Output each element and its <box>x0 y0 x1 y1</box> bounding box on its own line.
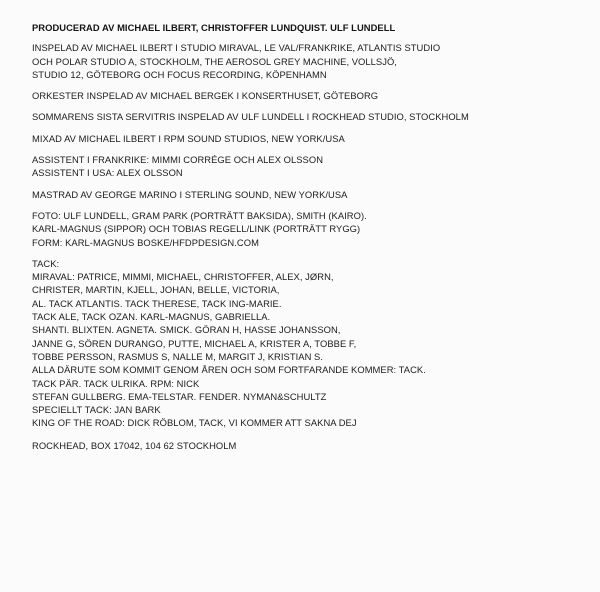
text-line: KING OF THE ROAD: DICK RÖBLOM, TACK, VI KOMMER ATT SAKNA DEJ <box>32 417 357 429</box>
text-line: TACK PÄR. TACK ULRIKA. RPM: NICK <box>32 377 200 389</box>
track-recording-credit <box>32 110 580 123</box>
text-line: KARL-MAGNUS (SIPPOR) OCH TOBIAS REGELL/LINK (PORTRÄTT RYGG) <box>32 223 361 235</box>
text-line: MASTRAD AV GEORGE MARINO I STERLING SOUND, NEW YORK/USA <box>32 188 348 200</box>
text-line: TOBBE PERSSON, RASMUS S, NALLE M, MARGIT J, KRISTIAN S. <box>32 350 324 362</box>
mixing-credit <box>32 132 580 145</box>
text-line: FOTO: ULF LUNDELL, GRAM PARK (PORTRÄTT BAKSIDA), SMITH (KAIRO). <box>32 209 367 221</box>
orchestra-credit <box>32 89 580 102</box>
text-line: CHRISTER, MARTIN, KJELL, JOHAN, BELLE, VICTORIA, <box>32 284 280 296</box>
text-line: JANNE G, SÖREN DURANGO, PUTTE, MICHAEL A, KRISTER A, TOBBE F, <box>32 337 357 349</box>
text-line: STUDIO 12, GÖTEBORG OCH FOCUS RECORDING, KÖPENHAMN <box>32 68 327 80</box>
text-line: MIRAVAL: PATRICE, MIMMI, MICHAEL, CHRISTOFFER, ALEX, JØRN, <box>32 271 334 283</box>
text-line: FORM: KARL-MAGNUS BOSKE/HFDPDESIGN.COM <box>32 236 259 248</box>
text-line: TACK ALE, TACK OZAN. KARL-MAGNUS, GABRIELLA. <box>32 311 271 323</box>
text-line: INSPELAD AV MICHAEL ILBERT I STUDIO MIRAVAL, LE VAL/FRANKRIKE, ATLANTIS STUDIO <box>32 42 441 54</box>
producer-heading: PRODUCERAD AV MICHAEL ILBERT, CHRISTOFFER LUNDQUIST. ULF LUNDELL <box>32 22 396 33</box>
text-line: ASSISTENT I USA: ALEX OLSSON <box>32 167 183 179</box>
text-line: ALLA DÄRUTE SOM KOMMIT GENOM ÅREN OCH SOM FORTFARANDE KOMMER: TACK. <box>32 364 426 376</box>
text-line: ROCKHEAD, BOX 17042, 104 62 STOCKHOLM <box>32 439 237 451</box>
text-line: SPECIELLT TACK: JAN BARK <box>32 404 161 416</box>
text-line: ORKESTER INSPELAD AV MICHAEL BERGEK I KONSERTHUSET, GÖTEBORG <box>32 90 379 102</box>
text-line: OCH POLAR STUDIO A, STOCKHOLM, THE AEROSOL GREY MACHINE, VOLLSJÖ, <box>32 55 397 67</box>
text-line: AL. TACK ATLANTIS. TACK THERESE, TACK ING-MARIE. <box>32 297 282 309</box>
photo-design-credits <box>32 209 580 249</box>
address-line <box>32 439 580 452</box>
liner-notes-text <box>32 21 580 452</box>
text-line: SHANTI. BLIXTEN. AGNETA. SMICK. GÖRAN H, HASSE JOHANSSON, <box>32 324 341 336</box>
text-line: ASSISTENT I FRANKRIKE: MIMMI CORRÉGE OCH ALEX OLSSON <box>32 154 324 166</box>
mastering-credit <box>32 188 580 201</box>
text-line: MIXAD AV MICHAEL ILBERT I RPM SOUND STUDIOS, NEW YORK/USA <box>32 132 345 144</box>
text-line: SOMMARENS SISTA SERVITRIS INSPELAD AV ULF LUNDELL I ROCKHEAD STUDIO, STOCKHOLM <box>32 111 469 123</box>
thanks-section <box>32 257 580 430</box>
assistant-credits <box>32 153 580 180</box>
text-line: TACK: <box>32 257 60 269</box>
recording-credits <box>32 41 580 81</box>
text-line: STEFAN GULLBERG. EMA-TELSTAR. FENDER. NYMAN&SCHULTZ <box>32 390 327 402</box>
